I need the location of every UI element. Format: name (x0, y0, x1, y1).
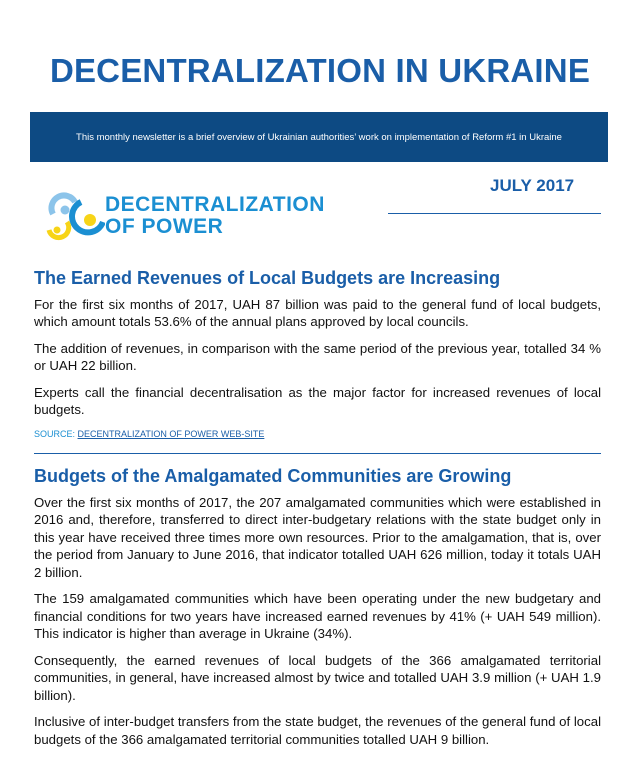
banner-text: This monthly newsletter is a brief overview of Ukrainian authorities’ work on implementation of Reform #1 in Ukraine (76, 131, 562, 143)
newsletter-content (34, 270, 601, 757)
logo-text (105, 194, 325, 238)
article2-paragraph: Inclusive of inter-budget transfers from the state budget, the revenues of the general fund of local budgets of the 366 amalgamated territorial communities totalled UAH 9 billion. (34, 714, 601, 747)
newsletter-title: DECENTRALIZATION IN UKRAINE (49, 52, 591, 89)
source-link[interactable]: DECENTRALIZATION OF POWER WEB-SITE (77, 428, 265, 439)
article2-heading: Budgets of the Amalgamated Communities are Growing (34, 466, 512, 486)
article2-paragraph: The 159 amalgamated communities which have been operating under the new budgetary and financial conditions for two years have increased earned revenues by 41% (+ UAH 549 million). This indicator is higher than average in Ukraine (34%). (34, 591, 601, 641)
logo-circles-icon (45, 192, 105, 248)
source-label: SOURCE: (34, 428, 76, 439)
decentralization-logo (45, 192, 335, 248)
logo-text-line1: DECENTRALIZATION (105, 193, 325, 216)
logo-text-line2: OF POWER (105, 215, 224, 238)
issue-date: JULY 2017 (490, 176, 575, 195)
article1-heading: The Earned Revenues of Local Budgets are Increasing (34, 268, 501, 288)
section-divider (34, 453, 601, 454)
newsletter-banner (30, 112, 608, 162)
article2-paragraph: Over the first six months of 2017, the 207 amalgamated communities which were established in 2016 and, therefore, transferred to direct inter-budgetary relations with the state budget only in this year have received three times more own resources. Prior to the amalgamation, that is, over the period from January to June 2016, that indicator totalled UAH 626 million, today it totals UAH 2 billion. (34, 494, 601, 580)
article1-source (34, 426, 601, 444)
date-divider (388, 213, 601, 214)
article1-paragraph: For the first six months of 2017, UAH 87 billion was paid to the general fund of local budgets, which amount totals 53.6% of the annual plans approved by local councils. (34, 296, 601, 329)
article1-paragraph: The addition of revenues, in comparison with the same period of the previous year, totalled 34 % or UAH 22 billion. (34, 340, 601, 373)
article1-paragraph: Experts call the financial decentralisation as the major factor for increased revenues of local budgets. (34, 384, 601, 417)
article2-paragraph: Consequently, the earned revenues of local budgets of the 366 amalgamated territorial communities, in general, have increased almost by twice and totalled UAH 3.9 million (+ UAH 1.9 billion). (34, 652, 601, 703)
